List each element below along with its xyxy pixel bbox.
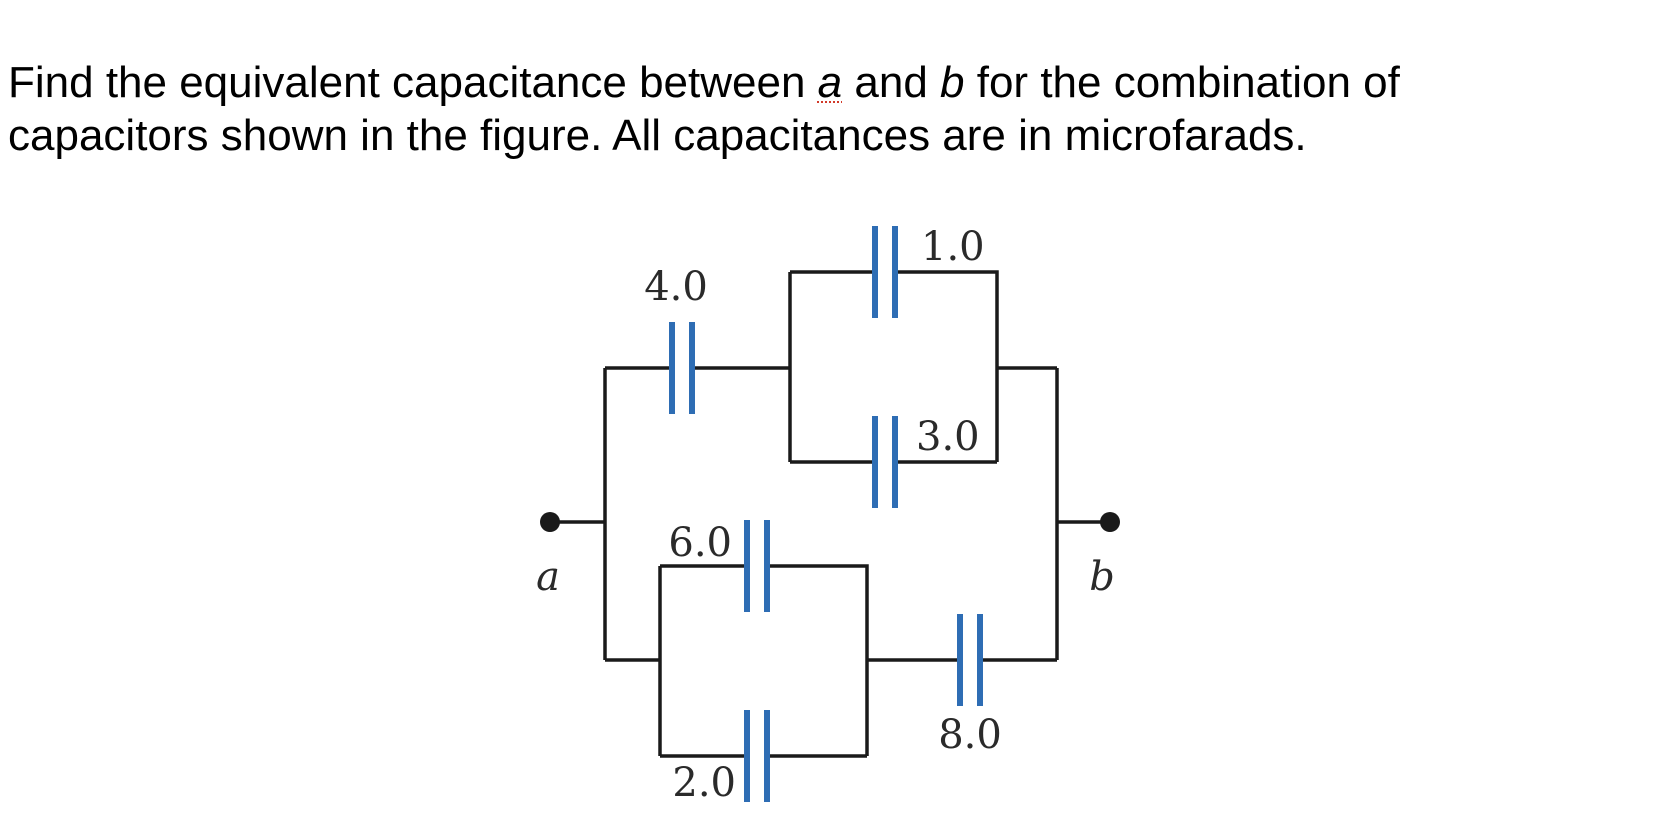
node-b-reference: b [940, 58, 965, 107]
capacitor-6-label: 6.0 [668, 520, 732, 566]
capacitor-labels [644, 224, 1002, 806]
wire-left-rail [550, 368, 605, 660]
wire-parallel-6-2-loop [660, 566, 867, 756]
node-b-label: b [1089, 554, 1115, 600]
capacitor-plates [672, 226, 980, 802]
terminal-b-dot [1100, 512, 1120, 532]
capacitor-4-label: 4.0 [644, 264, 708, 310]
node-a-label: a [536, 554, 560, 600]
node-a-reference: a [817, 58, 843, 107]
question-part-1: Find the equivalent capacitance between [8, 58, 818, 107]
capacitor-3-label: 3.0 [916, 414, 980, 460]
capacitor-1-label: 1.0 [921, 224, 985, 270]
wires [550, 272, 1110, 756]
question-part-2: and [842, 58, 941, 107]
terminals [540, 512, 1120, 532]
capacitor-2-label: 2.0 [672, 760, 736, 806]
terminal-a-dot [540, 512, 560, 532]
wire-right-rail [1057, 368, 1110, 660]
question-part-3: for the combination of capacitors shown in the figure. All capacitances are in microfarads. [8, 58, 1400, 160]
capacitor-8-label: 8.0 [938, 712, 1002, 758]
node-labels [536, 554, 1115, 600]
